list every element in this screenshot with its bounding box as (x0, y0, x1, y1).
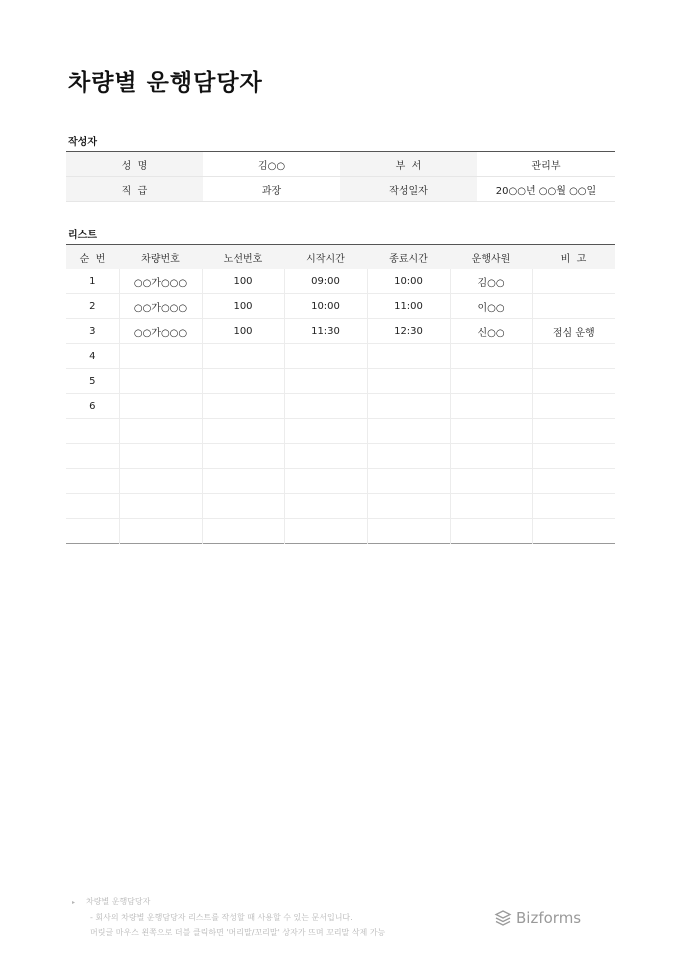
cell-driver: 이○○ (450, 294, 532, 319)
cell-start (284, 344, 367, 369)
cell-vehicle: ○○가○○○ (119, 319, 202, 344)
cell-route (202, 394, 284, 419)
col-header-vehicle: 차량번호 (119, 245, 202, 270)
table-row (66, 394, 615, 419)
cell-end (367, 519, 450, 544)
cell-route: 100 (202, 294, 284, 319)
logo-text: Bizforms (516, 909, 582, 927)
cell-end (367, 344, 450, 369)
cell-route: 100 (202, 269, 284, 294)
cell-end (367, 394, 450, 419)
footer-bullet-icon: ▸ (72, 899, 76, 906)
col-header-end: 종료시간 (367, 245, 450, 270)
cell-route (202, 419, 284, 444)
list-body (66, 269, 615, 544)
cell-start: 09:00 (284, 269, 367, 294)
col-header-start: 시작시간 (284, 245, 367, 270)
table-row (66, 294, 615, 319)
info-row (66, 177, 615, 202)
table-row (66, 519, 615, 544)
cell-number (66, 419, 119, 444)
table-row (66, 444, 615, 469)
cell-driver (450, 469, 532, 494)
name-label: 성 명 (66, 152, 203, 177)
vehicle-list-table (66, 244, 615, 544)
cell-start: 10:00 (284, 294, 367, 319)
cell-vehicle (119, 369, 202, 394)
cell-driver (450, 344, 532, 369)
cell-note (532, 419, 615, 444)
list-section-label: 리스트 (68, 230, 97, 241)
cell-route (202, 519, 284, 544)
col-header-driver: 운행사원 (450, 245, 532, 270)
name-value: 김○○ (203, 152, 340, 177)
cell-end (367, 419, 450, 444)
cell-start (284, 469, 367, 494)
info-row (66, 152, 615, 177)
col-header-number: 순 번 (66, 245, 119, 270)
cell-vehicle (119, 444, 202, 469)
cell-driver: 신○○ (450, 319, 532, 344)
cell-vehicle (119, 394, 202, 419)
layers-icon (494, 909, 512, 927)
table-row (66, 344, 615, 369)
cell-end: 11:00 (367, 294, 450, 319)
cell-note (532, 269, 615, 294)
cell-start (284, 519, 367, 544)
cell-driver (450, 519, 532, 544)
footer-heading: 차량별 운행담당자 (86, 897, 151, 906)
cell-driver (450, 394, 532, 419)
table-row (66, 419, 615, 444)
author-info-table (66, 151, 615, 202)
cell-number (66, 444, 119, 469)
cell-note (532, 344, 615, 369)
cell-note (532, 519, 615, 544)
cell-number (66, 469, 119, 494)
cell-end: 10:00 (367, 269, 450, 294)
table-row (66, 269, 615, 294)
cell-vehicle: ○○가○○○ (119, 269, 202, 294)
cell-end (367, 469, 450, 494)
cell-number: 4 (66, 344, 119, 369)
date-value: 20○○년 ○○월 ○○일 (477, 177, 615, 202)
header-row (66, 245, 615, 270)
cell-vehicle (119, 469, 202, 494)
cell-start (284, 494, 367, 519)
cell-note (532, 294, 615, 319)
cell-end (367, 444, 450, 469)
cell-number: 1 (66, 269, 119, 294)
cell-driver: 김○○ (450, 269, 532, 294)
table-row (66, 494, 615, 519)
cell-number (66, 494, 119, 519)
cell-driver (450, 444, 532, 469)
cell-start (284, 444, 367, 469)
cell-end (367, 494, 450, 519)
cell-start: 11:30 (284, 319, 367, 344)
cell-route (202, 494, 284, 519)
cell-start (284, 419, 367, 444)
cell-vehicle (119, 494, 202, 519)
cell-vehicle: ○○가○○○ (119, 294, 202, 319)
cell-note (532, 494, 615, 519)
cell-vehicle (119, 419, 202, 444)
cell-end (367, 369, 450, 394)
cell-driver (450, 369, 532, 394)
cell-route (202, 444, 284, 469)
author-section-label: 작성자 (68, 137, 97, 148)
cell-number: 6 (66, 394, 119, 419)
cell-note (532, 369, 615, 394)
footer-note (72, 894, 385, 940)
cell-note: 점심 운행 (532, 319, 615, 344)
footer-line-2: 머릿글 마우스 왼쪽으로 더블 클릭하면 '머리말/꼬리말' 상자가 뜨며 꼬리말 삭제 가능 (90, 928, 386, 937)
cell-number: 2 (66, 294, 119, 319)
cell-number (66, 519, 119, 544)
rank-value: 과장 (203, 177, 340, 202)
table-row (66, 469, 615, 494)
cell-route (202, 344, 284, 369)
table-row (66, 369, 615, 394)
table-row (66, 319, 615, 344)
date-label: 작성일자 (340, 177, 477, 202)
cell-note (532, 469, 615, 494)
cell-route: 100 (202, 319, 284, 344)
cell-route (202, 369, 284, 394)
department-label: 부 서 (340, 152, 477, 177)
cell-number: 3 (66, 319, 119, 344)
rank-label: 직 급 (66, 177, 203, 202)
page-title: 차량별 운행담당자 (68, 70, 263, 96)
cell-note (532, 394, 615, 419)
cell-number: 5 (66, 369, 119, 394)
cell-route (202, 469, 284, 494)
cell-driver (450, 494, 532, 519)
department-value: 관리부 (477, 152, 615, 177)
col-header-note: 비 고 (532, 245, 615, 270)
cell-start (284, 394, 367, 419)
cell-note (532, 444, 615, 469)
bizforms-logo (494, 909, 581, 927)
col-header-route: 노선번호 (202, 245, 284, 270)
cell-vehicle (119, 344, 202, 369)
cell-start (284, 369, 367, 394)
cell-driver (450, 419, 532, 444)
cell-vehicle (119, 519, 202, 544)
cell-end: 12:30 (367, 319, 450, 344)
footer-line-1: - 회사의 차량별 운행담당자 리스트를 작성할 때 사용할 수 있는 문서입니다. (90, 913, 353, 922)
